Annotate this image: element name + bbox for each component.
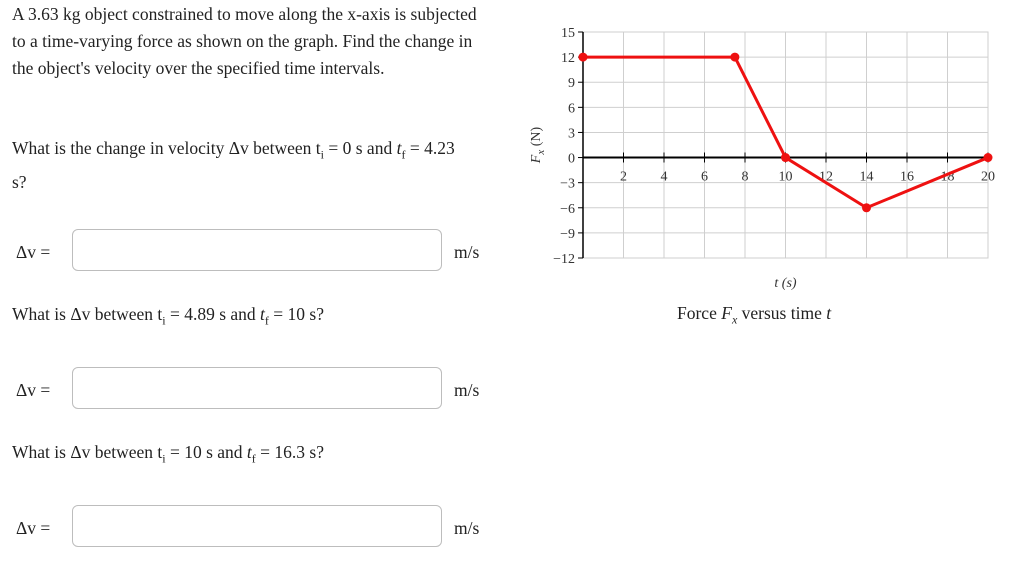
- data-point: [579, 53, 588, 62]
- answer-input-2[interactable]: [72, 367, 442, 409]
- y-tick-label: −6: [560, 201, 575, 217]
- y-tick-label: −9: [560, 226, 575, 242]
- data-point: [781, 153, 790, 162]
- data-point: [984, 153, 993, 162]
- chart-caption: Force $F_x$ versus time t: [677, 303, 832, 327]
- question-3: What is Δv between $t_i = 10$ s and $t_f = 16.3$ s?: [12, 442, 324, 466]
- unit-label: m/s: [454, 518, 480, 538]
- force-time-chart: [500, 0, 1020, 300]
- y-tick-label: 9: [568, 76, 575, 92]
- x-axis-label: t (s): [774, 276, 797, 291]
- x-tick-label: 2: [620, 169, 627, 185]
- x-tick-label: 14: [859, 169, 874, 185]
- x-tick-label: 8: [741, 169, 749, 185]
- x-tick-label: 6: [701, 169, 708, 185]
- y-tick-label: 12: [561, 51, 575, 67]
- chart-ticks: [553, 26, 995, 267]
- x-tick-label: 16: [900, 169, 914, 185]
- answer-input-1[interactable]: [72, 229, 442, 271]
- unit-label: m/s: [454, 380, 480, 400]
- answer-row-3: [16, 505, 496, 551]
- x-tick-label: 4: [660, 169, 668, 185]
- question-1: What is the change in velocity Δv between $t_i = 0$ s and $t_f = 4.23$ s?: [12, 138, 455, 192]
- y-tick-label: 15: [561, 26, 575, 41]
- chart-grid: [583, 32, 988, 258]
- y-tick-label: 0: [568, 151, 575, 167]
- y-tick-label: −12: [553, 252, 575, 267]
- data-point: [862, 203, 871, 212]
- x-tick-label: 20: [981, 169, 995, 185]
- delta-v-label: Δv =: [16, 242, 51, 262]
- y-tick-label: 6: [568, 101, 575, 117]
- x-tick-label: 10: [778, 169, 793, 185]
- x-tick-label: 18: [940, 169, 955, 185]
- data-point: [730, 53, 739, 62]
- delta-v-label: Δv =: [16, 518, 51, 538]
- question-2: What is Δv between $t_i = 4.89$ s and $t_f = 10$ s?: [12, 304, 324, 328]
- unit-label: m/s: [454, 242, 480, 262]
- problem-statement: A 3.63 kg object constrained to move along the x-axis is subjected to a time-varying force as shown on the graph. Find the change in the object's velocity over the specified time intervals.: [12, 4, 477, 78]
- answer-row-2: [16, 367, 496, 413]
- delta-v-label: Δv =: [16, 380, 51, 400]
- x-tick-label: 12: [819, 169, 833, 185]
- answer-row-1: [16, 229, 496, 275]
- y-tick-label: 3: [568, 126, 575, 142]
- y-tick-label: −3: [560, 176, 575, 192]
- answer-input-3[interactable]: [72, 505, 442, 547]
- y-axis-label: $F_x$ (N): [529, 126, 547, 164]
